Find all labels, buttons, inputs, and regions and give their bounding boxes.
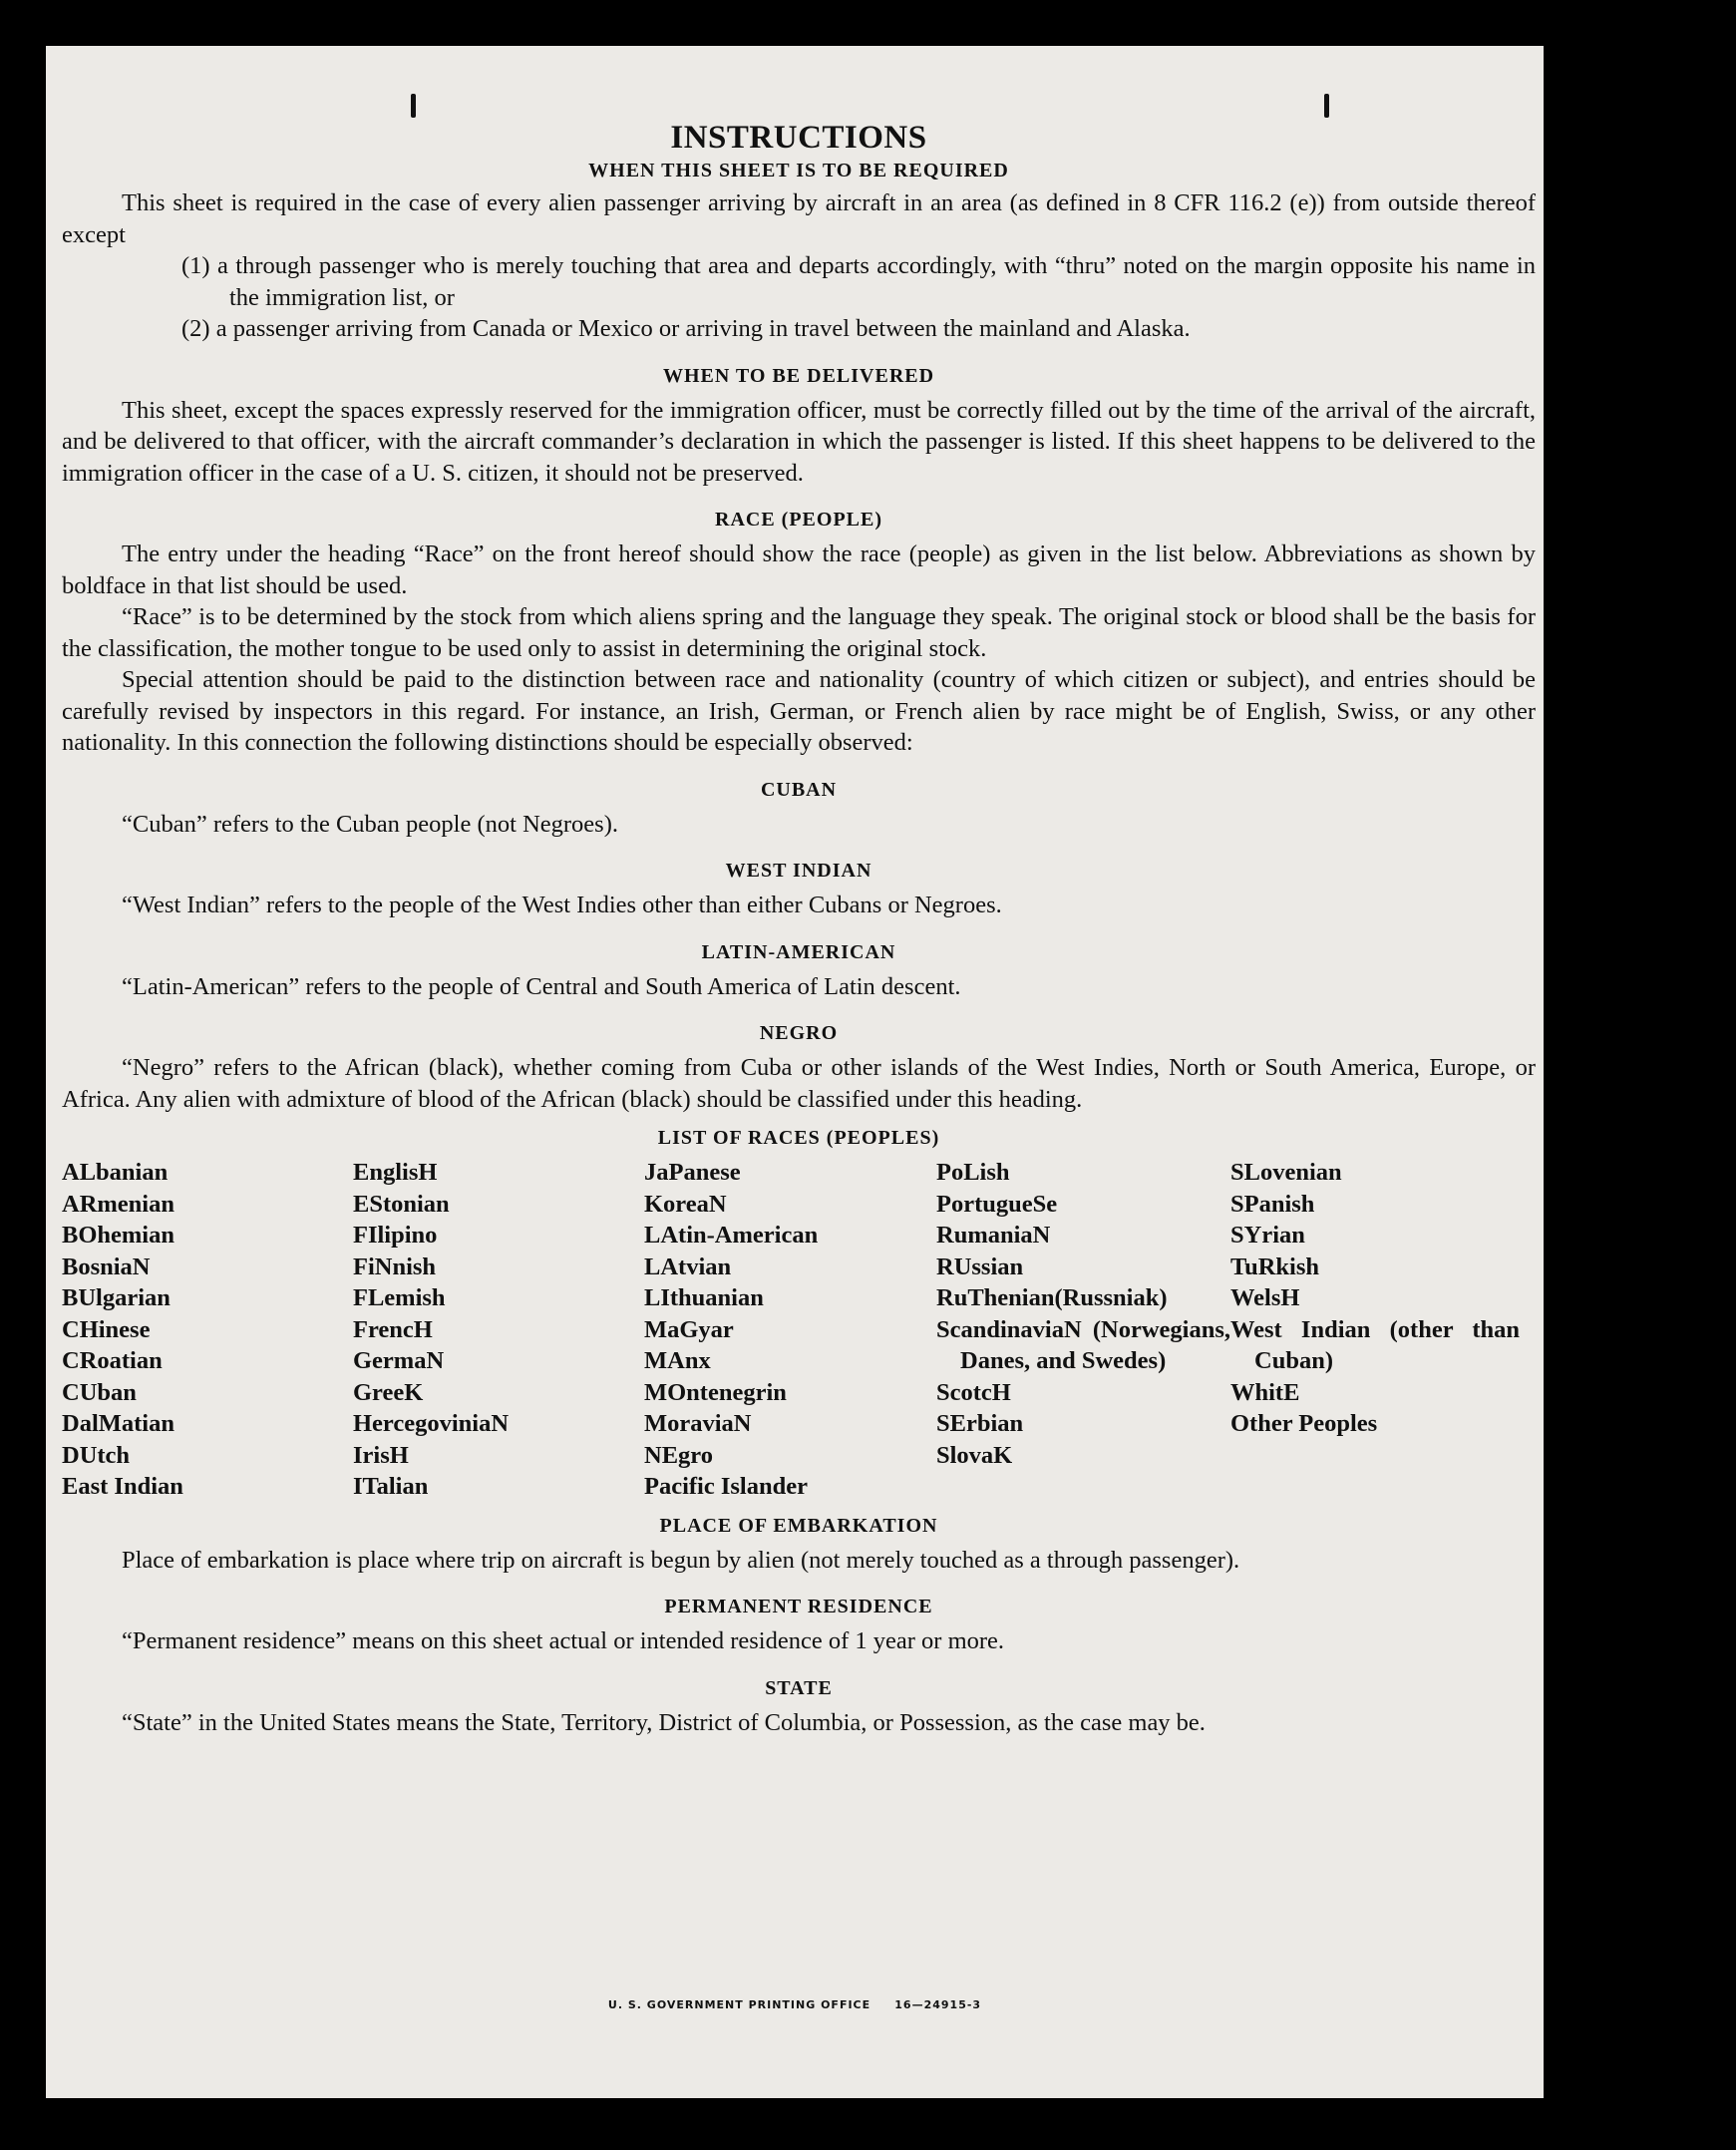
race-item: SErbian	[936, 1410, 1024, 1437]
race-item: KoreaN	[644, 1190, 727, 1218]
section-heading-negro: NEGRO	[759, 1022, 839, 1044]
race-item: MoraviaN	[644, 1410, 752, 1437]
required-lead: This sheet is required in the case of every alien passenger arriving by aircraft in an area (as defined in 8 CFR 116.2 (e)) from outside thereof except	[62, 189, 1536, 248]
race-item: CRoatian	[62, 1347, 163, 1374]
race-item: HercegoviniaN	[353, 1410, 510, 1437]
race-column	[936, 1157, 1230, 1503]
race-item: Pacific Islander	[644, 1473, 808, 1500]
race-item: ALbanian	[62, 1159, 169, 1186]
section-heading-west-indian: WEST INDIAN	[725, 860, 872, 882]
race-item: BosniaN	[62, 1253, 151, 1280]
race-item: BUlgarian	[62, 1284, 171, 1311]
section-heading-race-list: LIST OF RACES (PEOPLES)	[657, 1127, 940, 1149]
race-item: SPanish	[1230, 1190, 1315, 1218]
race-item: ScandinaviaN (Norwegians, Danes, and Swedes)	[936, 1315, 1230, 1374]
race-column	[644, 1157, 936, 1503]
race-item: RumaniaN	[936, 1222, 1051, 1249]
section-heading-required: WHEN THIS SHEET IS TO BE REQUIRED	[588, 160, 1009, 181]
state-text: “State” in the United States means the State, Territory, District of Columbia, or Possession, as the case may be.	[122, 1708, 1206, 1736]
cuban-text: “Cuban” refers to the Cuban people (not Negroes).	[122, 810, 618, 838]
race-item: TuRkish	[1230, 1253, 1320, 1280]
section-heading-residence: PERMANENT RESIDENCE	[664, 1596, 933, 1617]
punch-mark	[411, 94, 416, 118]
race-column	[1230, 1157, 1520, 1503]
residence-text: “Permanent residence” means on this sheet actual or intended residence of 1 year or more.	[122, 1627, 1005, 1654]
race-column	[62, 1157, 353, 1503]
race-paragraph-1: The entry under the heading “Race” on the front hereof should show the race (people) as given in the list below. Abbreviations as shown by boldface in that list should be used.	[62, 540, 1536, 599]
race-list	[62, 1157, 1536, 1503]
race-item: NEgro	[644, 1441, 713, 1469]
race-item: East Indian	[62, 1473, 183, 1500]
punch-mark	[1324, 94, 1329, 118]
race-item: FIlipino	[353, 1222, 438, 1249]
section-heading-latin: LATIN-AMERICAN	[701, 940, 896, 963]
latin-text: “Latin-American” refers to the people of Central and South America of Latin descent.	[122, 972, 961, 1000]
race-item: DalMatian	[62, 1410, 174, 1437]
required-item-1: (1) a through passenger who is merely touching that area and departs accordingly, with “thru” noted on the margin opposite his name in the immigration list, or	[181, 252, 1536, 311]
embarkation-text: Place of embarkation is place where trip on aircraft is begun by alien (not merely touched as a through passenger).	[122, 1546, 1240, 1574]
race-item: SlovaK	[936, 1441, 1013, 1469]
race-item: BOhemian	[62, 1222, 174, 1249]
race-item: EStonian	[353, 1190, 450, 1218]
race-paragraph-3: Special attention should be paid to the distinction between race and nationality (country of which citizen or subject), and entries should be carefully revised by inspectors in this regard. For instance, an Irish, German, or French alien by race might be of English, Swiss, or any other nationality. In this connection the following distinctions should be especially observed:	[62, 666, 1536, 756]
race-item: MOntenegrin	[644, 1378, 787, 1406]
race-column	[353, 1157, 644, 1503]
section-heading-cuban: CUBAN	[760, 778, 838, 801]
race-item: LIthuanian	[644, 1284, 764, 1311]
section-heading-race: RACE (PEOPLE)	[715, 509, 882, 531]
page-title: INSTRUCTIONS	[670, 120, 927, 156]
race-item: PortugueSe	[936, 1190, 1058, 1218]
instructions-body	[62, 118, 1536, 1738]
section-heading-state: STATE	[765, 1676, 833, 1699]
race-item: CHinese	[62, 1315, 151, 1343]
race-item: RuThenian(Russniak)	[936, 1284, 1168, 1311]
west-indian-text: “West Indian” refers to the people of the West Indies other than either Cubans or Negroes.	[122, 892, 1002, 918]
section-heading-embarkation: PLACE OF EMBARKATION	[659, 1514, 938, 1537]
race-item: WhitE	[1230, 1378, 1300, 1406]
race-item: PoLish	[936, 1159, 1010, 1186]
race-item: JaPanese	[644, 1159, 741, 1186]
race-item: FrencH	[353, 1315, 433, 1343]
race-item: FLemish	[353, 1284, 446, 1311]
race-item: WelsH	[1230, 1284, 1300, 1311]
race-paragraph-2: “Race” is to be determined by the stock from which aliens spring and the language they speak. The original stock or blood shall be the basis for the classification, the mother tongue to be used only to assist in determining the original stock.	[62, 603, 1536, 662]
race-item: West Indian (other than Cuban)	[1230, 1315, 1520, 1374]
race-item: SLovenian	[1230, 1159, 1342, 1186]
race-item: RUssian	[936, 1253, 1024, 1280]
required-item-2: (2) a passenger arriving from Canada or Mexico or arriving in travel between the mainland and Alaska.	[181, 315, 1191, 342]
section-heading-delivered: WHEN TO BE DELIVERED	[662, 364, 935, 387]
race-item: DUtch	[62, 1441, 131, 1469]
race-item: CUban	[62, 1378, 137, 1406]
race-item: ScotcH	[936, 1378, 1011, 1406]
race-item: LAtin-American	[644, 1222, 819, 1249]
race-item: EnglisH	[353, 1159, 438, 1186]
race-item: Other Peoples	[1230, 1410, 1378, 1437]
race-item: GreeK	[353, 1378, 424, 1406]
race-item: GermaN	[353, 1347, 445, 1374]
race-item: ITalian	[353, 1473, 429, 1500]
race-item: SYrian	[1230, 1222, 1305, 1249]
race-item: IrisH	[353, 1441, 409, 1469]
negro-text: “Negro” refers to the African (black), whether coming from Cuba or other islands of the West Indies, North or South America, Europe, or Africa. Any alien with admixture of blood of the African (black) should be classified under this heading.	[62, 1054, 1536, 1113]
instruction-sheet	[46, 46, 1544, 2098]
printer-imprint: U. S. GOVERNMENT PRINTING OFFICE 16—24915-3	[607, 1998, 982, 2011]
delivered-text: This sheet, except the spaces expressly reserved for the immigration officer, must be correctly filled out by the time of the arrival of the aircraft, and be delivered to that officer, with the aircraft commander’s declaration in which the passenger is listed. If this sheet happens to be delivered to the immigration officer in the case of a U. S. citizen, it should not be preserved.	[62, 396, 1536, 487]
race-item: FiNnish	[353, 1253, 437, 1280]
race-item: LAtvian	[644, 1253, 732, 1280]
race-item: MAnx	[644, 1347, 711, 1374]
race-item: ARmenian	[62, 1190, 174, 1218]
race-item: MaGyar	[644, 1315, 734, 1343]
